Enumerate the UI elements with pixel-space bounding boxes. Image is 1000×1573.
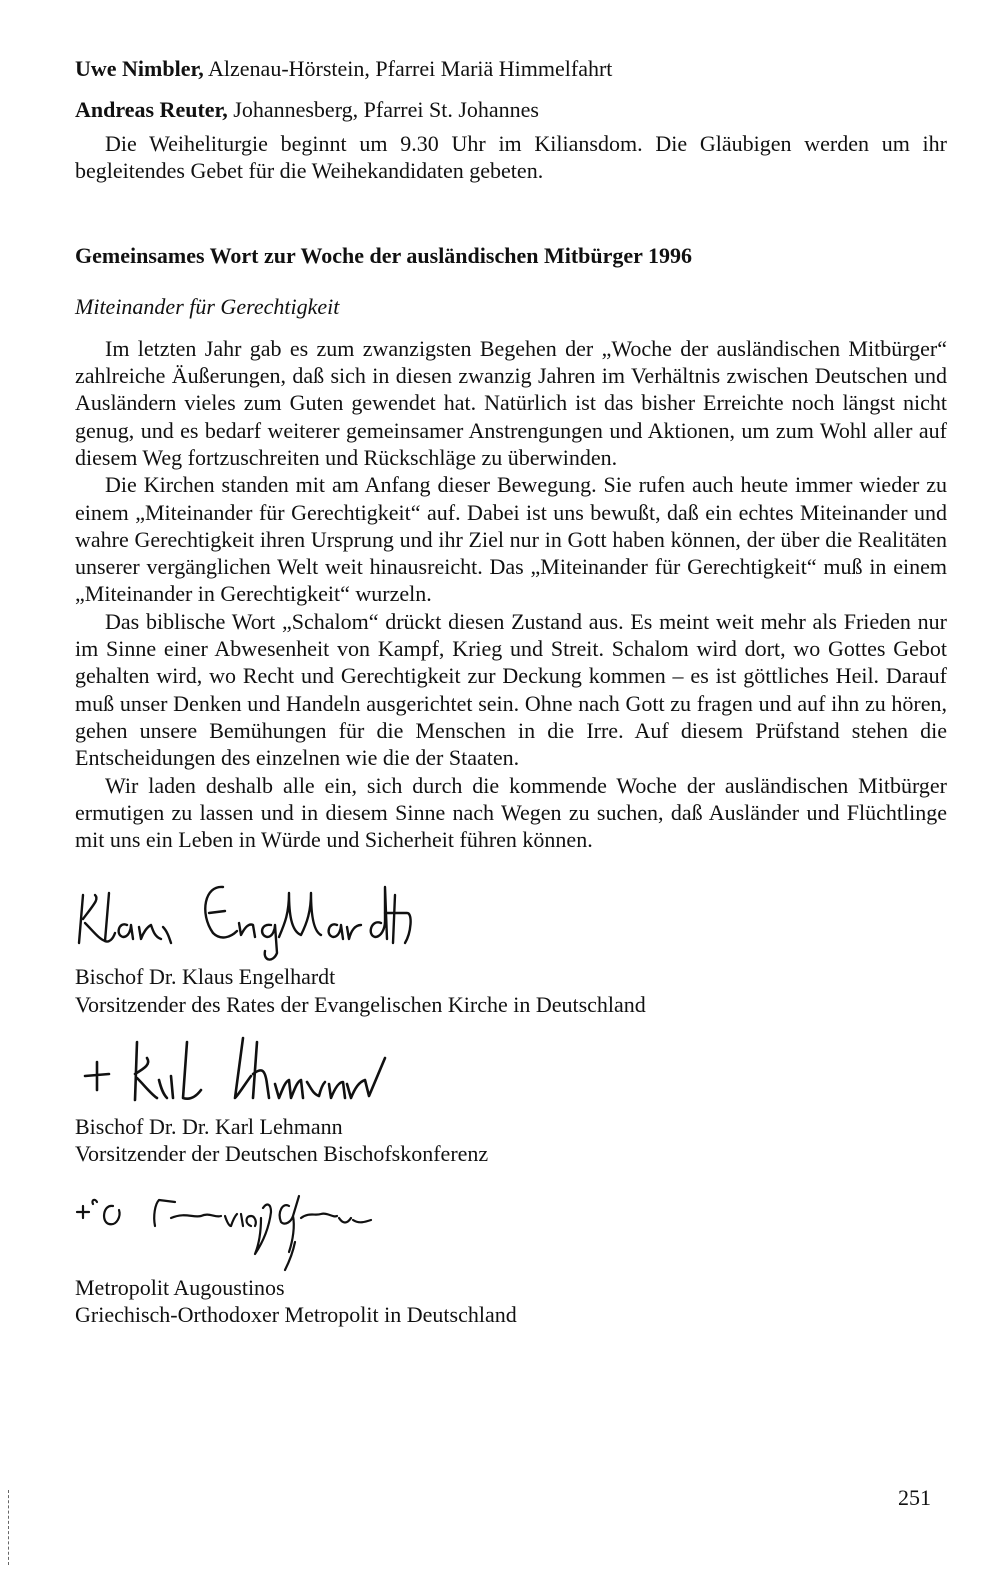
signatory-role: Vorsitzender des Rates der Evangelischen Kirche in Deutschland xyxy=(75,991,646,1017)
body-paragraph xyxy=(75,608,947,772)
signatory-role: Vorsitzender der Deutschen Bischofskonferenz xyxy=(75,1141,489,1167)
signature-engelhardt xyxy=(75,873,435,963)
section-heading: Gemeinsames Wort zur Woche der ausländischen Mitbürger 1996 xyxy=(75,243,693,269)
body-paragraph-text: Das biblische Wort „Schalom“ drückt diesen Zustand aus. Es meint weit mehr als Frieden nur im Sinne einer Abwesenheit von Kampf, Krieg und Streit. Schalom wird dort, wo Gottes Gebot gehalten wird, wo Recht und Gerechtigkeit zur Deckung kommen – es ist göttliches Heil. Darauf muß unser Denken und Handeln ausgerichtet sein. Ohne nach Gott zu fragen und auf ihn zu hören, gehen unsere Bemühungen für die Menschen in die Irre. Auf diesem Prüfstand stehen die Entscheidungen des einzelnen wie die der Staaten. xyxy=(75,608,947,771)
ordinand-details: Alzenau-Hörstein, Pfarrei Mariä Himmelfahrt xyxy=(203,56,613,81)
signature-block-lehmann xyxy=(75,1028,947,1168)
body-paragraph xyxy=(75,335,947,471)
intro-paragraph xyxy=(75,130,947,185)
signatory-title: Bischof Dr. Klaus Engelhardt xyxy=(75,964,336,990)
ordination-entry xyxy=(75,96,947,123)
signature-lehmann xyxy=(75,1028,435,1113)
ordination-entry xyxy=(75,55,947,82)
scan-margin-mark xyxy=(8,1490,10,1565)
ordinand-name: Andreas Reuter, xyxy=(75,97,228,123)
signature-augoustinos xyxy=(75,1182,435,1274)
ordinand-name: Uwe Nimbler, xyxy=(75,56,204,81)
body-paragraph-text: Wir laden deshalb alle ein, sich durch die kommende Woche der ausländischen Mitbürger ermutigen zu lassen und in diesem Sinne nach Wegen zu suchen, daß Ausländer und Flüchtlinge mit uns ein Leben in Würde und Sicherheit führen können. xyxy=(75,772,947,853)
signatory-title: Bischof Dr. Dr. Karl Lehmann xyxy=(75,1114,343,1140)
body-paragraph xyxy=(75,772,947,854)
ordinand-details: Johannesberg, Pfarrei St. Johannes xyxy=(227,97,539,123)
body-paragraph xyxy=(75,471,947,607)
page-number: 251 xyxy=(898,1485,931,1510)
signatory-role: Griechisch-Orthodoxer Metropolit in Deutschland xyxy=(75,1301,517,1327)
intro-text: Die Weiheliturgie beginnt um 9.30 Uhr im Kiliansdom. Die Gläubigen werden um ihr begleitendes Gebet für die Weihekandidaten gebeten. xyxy=(75,130,947,183)
signature-block-augoustinos xyxy=(75,1182,947,1329)
signature-block-engelhardt xyxy=(75,873,947,1018)
section-subtitle: Miteinander für Gerechtigkeit xyxy=(75,294,340,320)
document-page xyxy=(75,55,947,1328)
body-paragraph-text: Die Kirchen standen mit am Anfang dieser Bewegung. Sie rufen auch heute immer wieder zu einem „Miteinander für Gerechtigkeit“ auf. Dabei ist uns bewußt, daß ein echtes Miteinander und wahre Gerechtigkeit ihren Ursprung und ihr Ziel nur in Gott haben können, der über die Realitäten unserer vergänglichen Welt weit hinausreicht. Das „Miteinander für Gerechtigkeit“ muß in einem „Miteinander in Gerechtigkeit“ wurzeln. xyxy=(75,472,947,607)
body-paragraph-text: Im letzten Jahr gab es zum zwanzigsten Begehen der „Woche der ausländischen Mitbürger“ zahlreiche Äußerungen, daß sich in diesen zwanzig Jahren im Verhältnis zwischen Deutschen und Ausländern vieles zum Guten gewendet hat. Natürlich ist das bisher Erreichte noch längst nicht genug, und es bedarf weiterer gemeinsamer Anstrengungen und Aktionen, um zum Wohl aller auf diesem Weg fortzuschreiten und Rückschläge zu überwinden. xyxy=(75,335,947,470)
signatory-title: Metropolit Augoustinos xyxy=(75,1274,285,1300)
